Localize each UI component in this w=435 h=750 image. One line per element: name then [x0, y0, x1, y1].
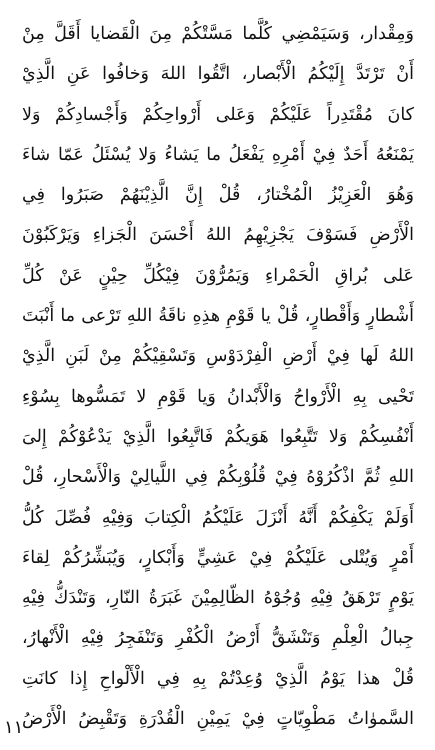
text-line-15: يَوْمٍ تَرْهَقُ فِيْهِ وُجُوْهُ الظّالِمِيْنَ غَبَرَةُ النّارِ، وَتَنْدَكُّ فِيْهِ	[22, 588, 414, 609]
text-line-4: يَمْنَعُهُ أَحَدٌ فِيْ أَمْرِهِ يَفْعَلُ ما يَشاءُ وَلا يُسْئَلُ عَمّا شاءَ	[22, 144, 414, 165]
text-line-14: أَمْرٍ وَيُتْلى عَلَيْكُمْ فِيْ عَشِيٍّ وَأَبْكارٍ، وَيُبَشِّرُكُمْ لِقاءَ	[22, 547, 414, 568]
text-line-1: وَمِقْدار، وَسَيَمْضِي كُلَّما مَسَّتْكُمْ مِنَ الْقَضايا أَقَلَّ مِنْ	[22, 24, 414, 44]
text-line-6: الْأَرْضِ فَسَوْفَ يَجْزِيْهِمُ اللهُ أَحْسَنَ الْجَزاءِ وَيَرْكَبُوْنَ	[22, 225, 414, 246]
text-line-7: عَلى بُراقِ الْحَمْراءِ وَيَمُرُّوْنَ فِيْكُلِّ حِيْنٍ عَنْ كُلِّ	[22, 265, 414, 286]
text-line-2: أَنْ تَرْتَدَّ إِلَيْكُمُ الْأَبْصار، اتَّقُوا اللهَ وَخافُوا عَنِ الَّذِيْ	[22, 64, 414, 85]
text-line-18: السَّموٰاتُ مَطْوِيّاتٍ فِيْ يَمِيْنِ الْقُدْرَةِ وَتَقْبِضُ الْأَرْضُ	[22, 709, 414, 730]
page-number: ١١	[4, 717, 24, 738]
text-line-11: أَنْفُسِكُمْ وَلا تَتَّبِعُوا هَوَيكُمْ فَاتَّبِعُوا الَّذِيْ يَدْعُوْكُمْ إِلىَ	[22, 426, 414, 447]
text-line-9: اللهُ لَها فِيْ أَرْضِ الْفِرْدَوْسِ وَتَسْقِيْكُمْ مِنْ لَبَنِ الَّذِيْ	[22, 346, 414, 367]
text-line-3: كانَ مُقْتَدِراً عَلَيْكُمْ وَعَلى أَرْواحِكُمْ وَأَجْسادِكُمْ وَلا	[22, 104, 414, 125]
text-line-5: وَهُوَ الْعَزِيْزُ الْمُخْتارُ، قُلْ إِنَّ الَّذِيْنَهُمْ صَبَرُوا فِي	[22, 185, 414, 206]
text-line-16: جِبالُ الْعِلْمِ وَتَنْشَقُّ أَرْضُ الْكُفْرِ وَتَنْفَجِرُ فِيْهِ الْأَنْهارُ،	[22, 628, 414, 649]
text-line-13: أَوَلَمْ يَكْفِكُمْ أَنَّهُ أَنْزَلَ عَلَيْكُمُ الْكِتابَ وَفِيْهِ فُصِّلَ كُلُّ	[22, 507, 414, 528]
text-line-12: اللهِ ثُمَّ اذْكُرُوْهُ فِيْ قُلُوْبِكُمْ فِي اللَّيالِيْ وَالْأَسْحارِ، قُلْ	[22, 467, 414, 488]
text-line-8: أَشْطارٍ وَأَقْطارٍ، قُلْ يا قَوْمِ هذِهِ ناقَةُ اللهِ تَرْعى ما أَنْبَتَ	[22, 306, 414, 327]
body-text	[22, 14, 414, 739]
text-line-10: تَحْيى بِهِ الْأَرْواحُ وَالْأَبْدانُ وَيا قَوْمِ لا تَمَسُّوها بِسُوْءِ	[22, 386, 414, 407]
text-line-17: قُلْ هذا يَوْمُ الَّذِيْ وُعِدْتُمْ بِهِ فِي الْأَلْواحِ إِذا كانَتِ	[22, 668, 414, 689]
